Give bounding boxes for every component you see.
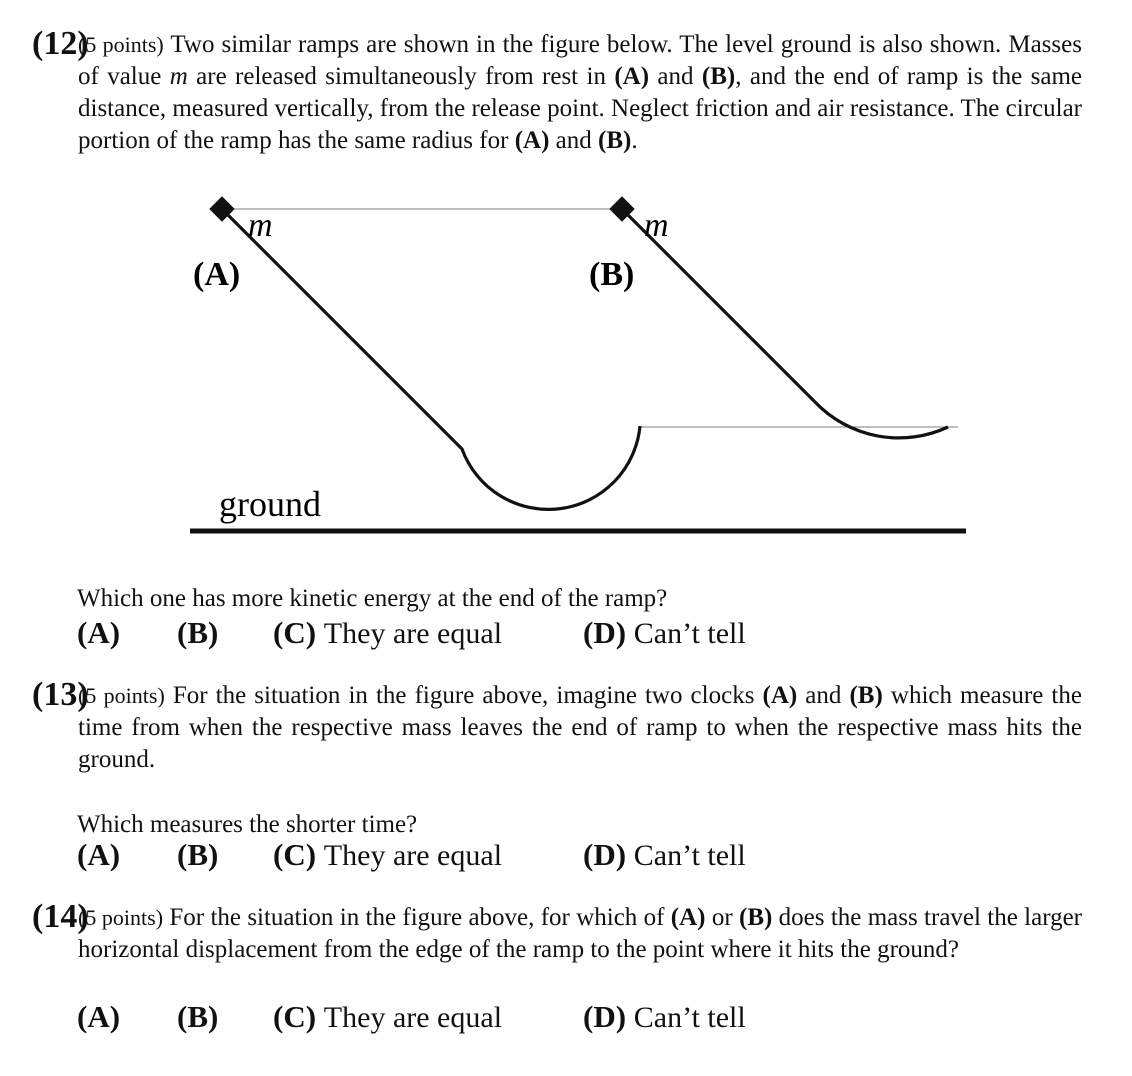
choice-d[interactable]: (D) Can’t tell xyxy=(583,837,746,872)
choice-a[interactable]: (A) xyxy=(77,837,121,872)
ramp-a-label: (A) xyxy=(193,256,241,293)
answer-choices xyxy=(77,616,746,651)
points-label: (5 points) xyxy=(78,683,165,708)
problem-13 xyxy=(32,678,1082,778)
problem-text: (5 points) For the situation in the figure above, for which of (A) or (B) does the mass travel the larger horizontal displacement from the edge of the ramp to the point where it hits the ground? xyxy=(78,904,1083,963)
problem-number: (12) xyxy=(32,25,89,62)
mass-a-label: m xyxy=(248,207,273,244)
answer-choices xyxy=(77,838,746,873)
choice-c[interactable]: (C) They are equal xyxy=(273,837,503,872)
ramp-a xyxy=(222,209,640,509)
question-prompt: Which one has more kinetic energy at the end of the ramp? xyxy=(77,585,668,612)
problem-14 xyxy=(32,900,1082,1000)
problem-number: (14) xyxy=(32,898,89,935)
choice-d[interactable]: (D) Can’t tell xyxy=(583,999,746,1034)
points-label: (5 points) xyxy=(78,32,164,57)
ground-label: ground xyxy=(219,484,321,524)
choice-b[interactable]: (B) xyxy=(177,999,219,1034)
choice-d[interactable]: (D) Can’t tell xyxy=(583,615,746,650)
choice-c[interactable]: (C) They are equal xyxy=(273,615,503,650)
ramp-b-label: (B) xyxy=(589,256,635,293)
choice-a[interactable]: (A) xyxy=(77,999,121,1034)
problem-text: (5 points) For the situation in the figure above, imagine two clocks (A) and (B) which measure the time from when the respective mass leaves the end of ramp to when the respective mass hits the ground. xyxy=(78,682,1082,773)
choice-b[interactable]: (B) xyxy=(177,615,219,650)
answer-choices xyxy=(77,1000,746,1035)
problem-text: (5 points) Two similar ramps are shown in the figure below. The level ground is also shown. Masses of value m are released simultaneously from rest in (A) and (B), and the end of ramp is the same distance, measured vertically, from the release point. Neglect friction and air resistance. The circular portion of the ramp has the same radius for (A) and (B). xyxy=(78,31,1082,154)
ramp-b xyxy=(622,209,948,438)
choice-b[interactable]: (B) xyxy=(177,837,219,872)
problem-number: (13) xyxy=(32,676,89,713)
choice-c[interactable]: (C) They are equal xyxy=(273,999,503,1034)
mass-variable: m xyxy=(169,63,188,90)
question-prompt: Which measures the shorter time? xyxy=(77,811,418,838)
points-label: (5 points) xyxy=(78,905,164,930)
choice-a[interactable]: (A) xyxy=(77,615,121,650)
mass-b-label: m xyxy=(644,207,669,244)
